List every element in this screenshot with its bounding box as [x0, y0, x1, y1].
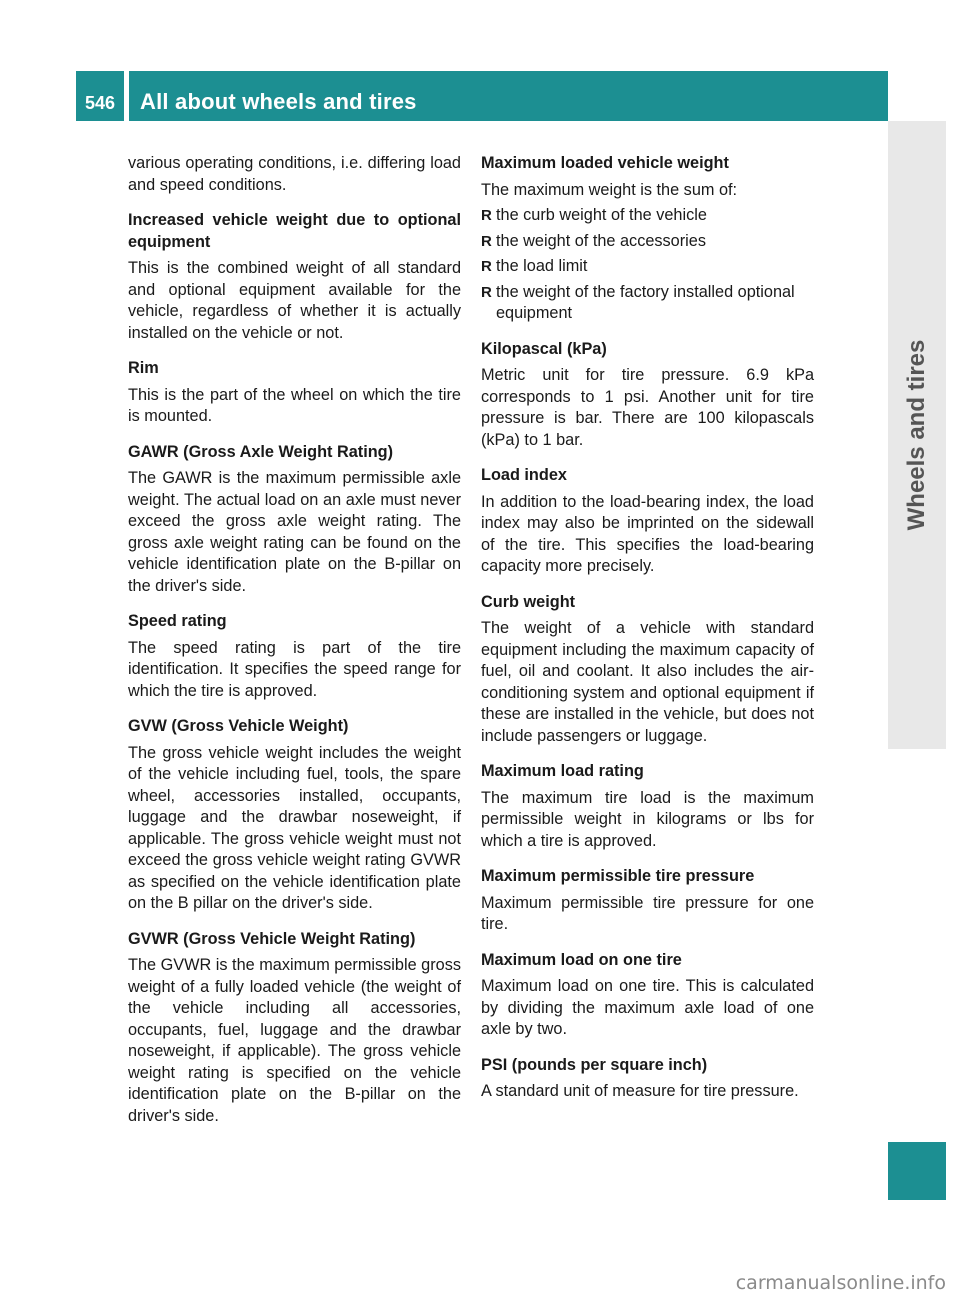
section-rim [128, 358, 461, 428]
section-heading: Maximum loaded vehicle weight [481, 154, 729, 172]
section-heading: GVW (Gross Vehicle Weight) [128, 717, 349, 735]
section-gawr [128, 442, 461, 598]
section-heading: Increased vehicle weight due to optional equipment [128, 211, 461, 251]
section-heading: Kilopascal (kPa) [481, 339, 607, 358]
section-heading: Maximum load rating [481, 762, 644, 780]
section-text: The maximum tire load is the maximum permissible weight in kilograms or lbs for which a tire is approved. [481, 788, 814, 850]
watermark: carmanualsonline.info [735, 1272, 946, 1294]
section-gvw [128, 716, 461, 915]
page-number: 546 [84, 93, 116, 113]
list-item: R the weight of the accessories [481, 231, 814, 253]
section-heading: Rim [128, 359, 159, 377]
section-text: Maximum permissible tire pressure for one tire. [481, 893, 814, 933]
intro-paragraph: various operating conditions, i.e. differing load and speed conditions. [128, 154, 461, 194]
right-column [481, 153, 814, 1117]
section-heading: Load index [481, 466, 567, 484]
section-heading: Speed rating [128, 612, 227, 630]
section-gvwr [128, 929, 461, 1128]
section-curb-weight [481, 592, 814, 748]
section-text: Maximum load on one tire. This is calculated by dividing the maximum axle load of one axle by two. [481, 977, 814, 1038]
section-speed-rating [128, 611, 461, 702]
list-item: R the curb weight of the vehicle [481, 205, 814, 227]
list-item: R the weight of the factory installed optional equipment [481, 282, 814, 325]
section-text: This is the combined weight of all standard and optional equipment available for the vehicle, regardless of whether it is actually installed on the vehicle or not. [128, 259, 461, 342]
section-heading: PSI (pounds per square inch) [481, 1055, 708, 1074]
section-psi [481, 1055, 814, 1103]
section-text: The speed rating is part of the tire identification. It specifies the speed range for which the tire is approved. [128, 638, 461, 700]
page-title: All about wheels and tires [140, 89, 417, 114]
section-heading: GAWR (Gross Axle Weight Rating) [128, 442, 394, 461]
section-text: The GVWR is the maximum permissible gross weight of a fully loaded vehicle (the weight of the vehicle including all accessories, occupants, fuel, luggage and the drawbar noseweight, if applicable). The gross vehicle weight rating is specified on the vehicle identification plate on the B-pillar on the driver's side. [128, 956, 461, 1125]
section-heading: Maximum permissible tire pressure [481, 867, 755, 885]
section-text: The gross vehicle weight includes the weight of the vehicle including fuel, tools, the spare wheel, accessories installed, occupants, luggage and the drawbar noseweight, if applicable. The gross vehicle weight must not exceed the gross vehicle weight rating GVWR as specified on the vehicle identification plate on the B pillar on the driver's side. [128, 743, 461, 912]
section-text: A standard unit of measure for tire pressure. [481, 1082, 799, 1100]
list-item: R the load limit [481, 256, 814, 278]
section-heading: Maximum load on one tire [481, 950, 682, 969]
section-lead-text: The maximum weight is the sum of: [481, 180, 738, 199]
header-divider [124, 71, 129, 121]
section-heading: Curb weight [481, 592, 576, 611]
section-kilopascal [481, 339, 814, 452]
left-column [128, 153, 461, 1141]
side-tab-label: Wheels and tires [903, 339, 930, 531]
section-load-index [481, 465, 814, 578]
section-text: This is the part of the wheel on which the tire is mounted. [128, 385, 461, 425]
section-max-tire-pressure [481, 866, 814, 936]
section-text: The GAWR is the maximum permissible axle weight. The actual load on an axle must never exceed the gross axle weight rating. The gross axle weight rating can be found on the vehicle identification plate on the B-pillar on the driver's side. [128, 469, 461, 595]
bullet-list [481, 205, 814, 325]
section-text: Metric unit for tire pressure. 6.9 kPa corresponds to 1 psi. Another unit for tire pressure is bar. There are 100 kilopascals (kPa) to 1 bar. [481, 366, 814, 449]
section-max-load-one-tire [481, 950, 814, 1041]
section-max-loaded-weight [481, 153, 814, 325]
side-marker [888, 1142, 946, 1200]
section-max-load-rating [481, 761, 814, 852]
side-tab-label-container [888, 121, 946, 749]
section-text: In addition to the load-bearing index, the load index may also be imprinted on the sidewall of the tire. This specifies the load-bearing capacity more precisely. [481, 492, 814, 575]
section-optional-equipment [128, 210, 461, 344]
section-heading: GVWR (Gross Vehicle Weight Rating) [128, 929, 416, 948]
section-text: The weight of a vehicle with standard equipment including the maximum capacity of fuel, oil and coolant. It also includes the air-conditioning system and optional equipment if these are installed in the vehicle, but does not include passengers or luggage. [481, 619, 814, 745]
